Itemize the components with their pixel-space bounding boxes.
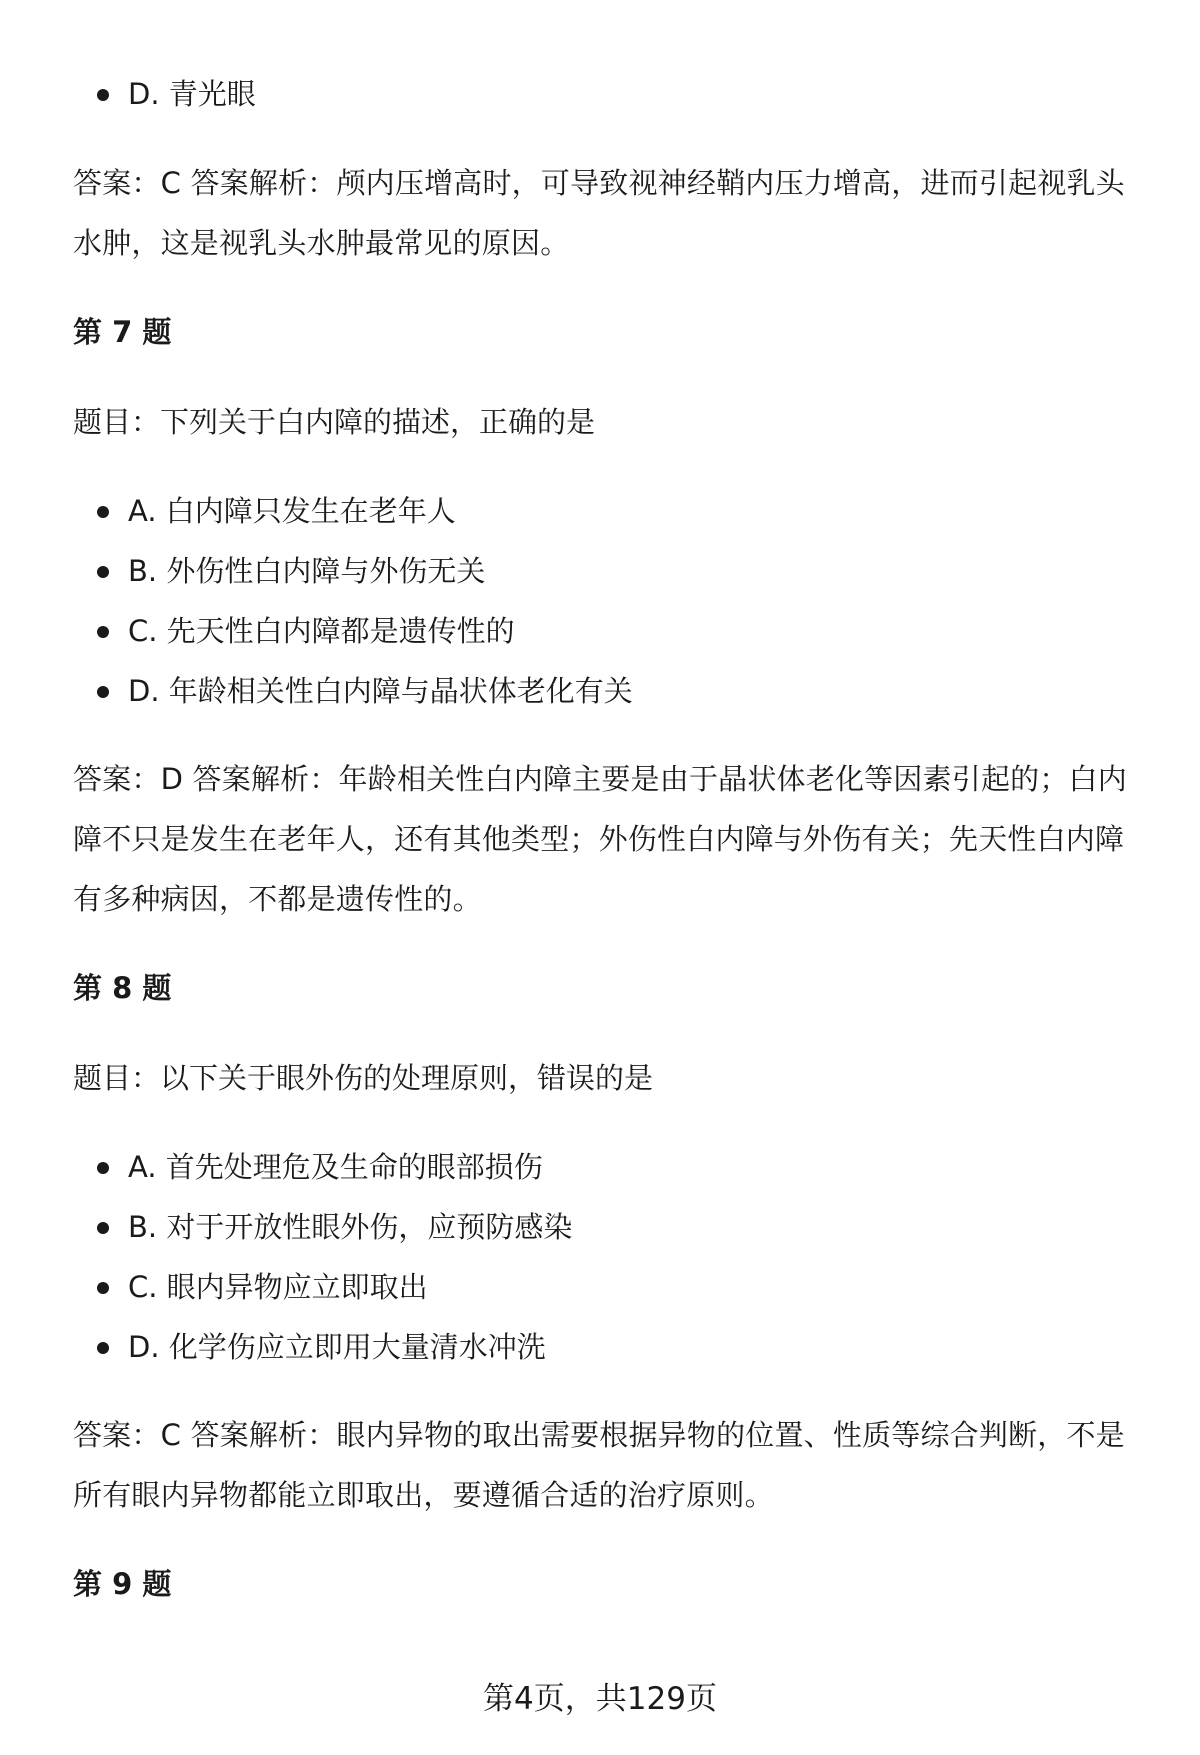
q6-answer: 答案：C 答案解析：颅内压增高时，可导致视神经鞘内压力增高，进而引起视乳头水肿，这是视乳头水肿最常见的原因。	[73, 166, 1125, 260]
q9-heading: 第 9 题	[73, 1567, 172, 1601]
q8-answer: 答案：C 答案解析：眼内异物的取出需要根据异物的位置、性质等综合判断，不是所有眼内异物都能立即取出，要遵循合适的治疗原则。	[73, 1418, 1125, 1512]
q8-option-c: C. 眼内异物应立即取出	[128, 1267, 428, 1307]
page-number-footer: 第4页，共129页	[483, 1681, 717, 1717]
q8-option-b: B. 对于开放性眼外伤，应预防感染	[128, 1207, 572, 1247]
q7-option-a: A. 白内障只发生在老年人	[128, 491, 456, 531]
q6-option-d: D. 青光眼	[128, 74, 256, 114]
q7-option-c: C. 先天性白内障都是遗传性的	[128, 611, 515, 651]
q8-heading: 第 8 题	[73, 971, 172, 1005]
q7-question: 题目：下列关于白内障的描述，正确的是	[73, 405, 596, 439]
q8-option-a: A. 首先处理危及生命的眼部损伤	[128, 1147, 543, 1187]
q7-answer: 答案：D 答案解析：年龄相关性白内障主要是由于晶状体老化等因素引起的；白内障不只是发生在老年人，还有其他类型；外伤性白内障与外伤有关；先天性白内障有多种病因，不都是遗传性的。	[73, 762, 1127, 916]
q8-question: 题目：以下关于眼外伤的处理原则，错误的是	[73, 1061, 654, 1095]
q7-option-d: D. 年龄相关性白内障与晶状体老化有关	[128, 671, 633, 711]
q7-option-b: B. 外伤性白内障与外伤无关	[128, 551, 485, 591]
q8-option-d: D. 化学伤应立即用大量清水冲洗	[128, 1327, 546, 1367]
q7-heading: 第 7 题	[73, 315, 172, 349]
